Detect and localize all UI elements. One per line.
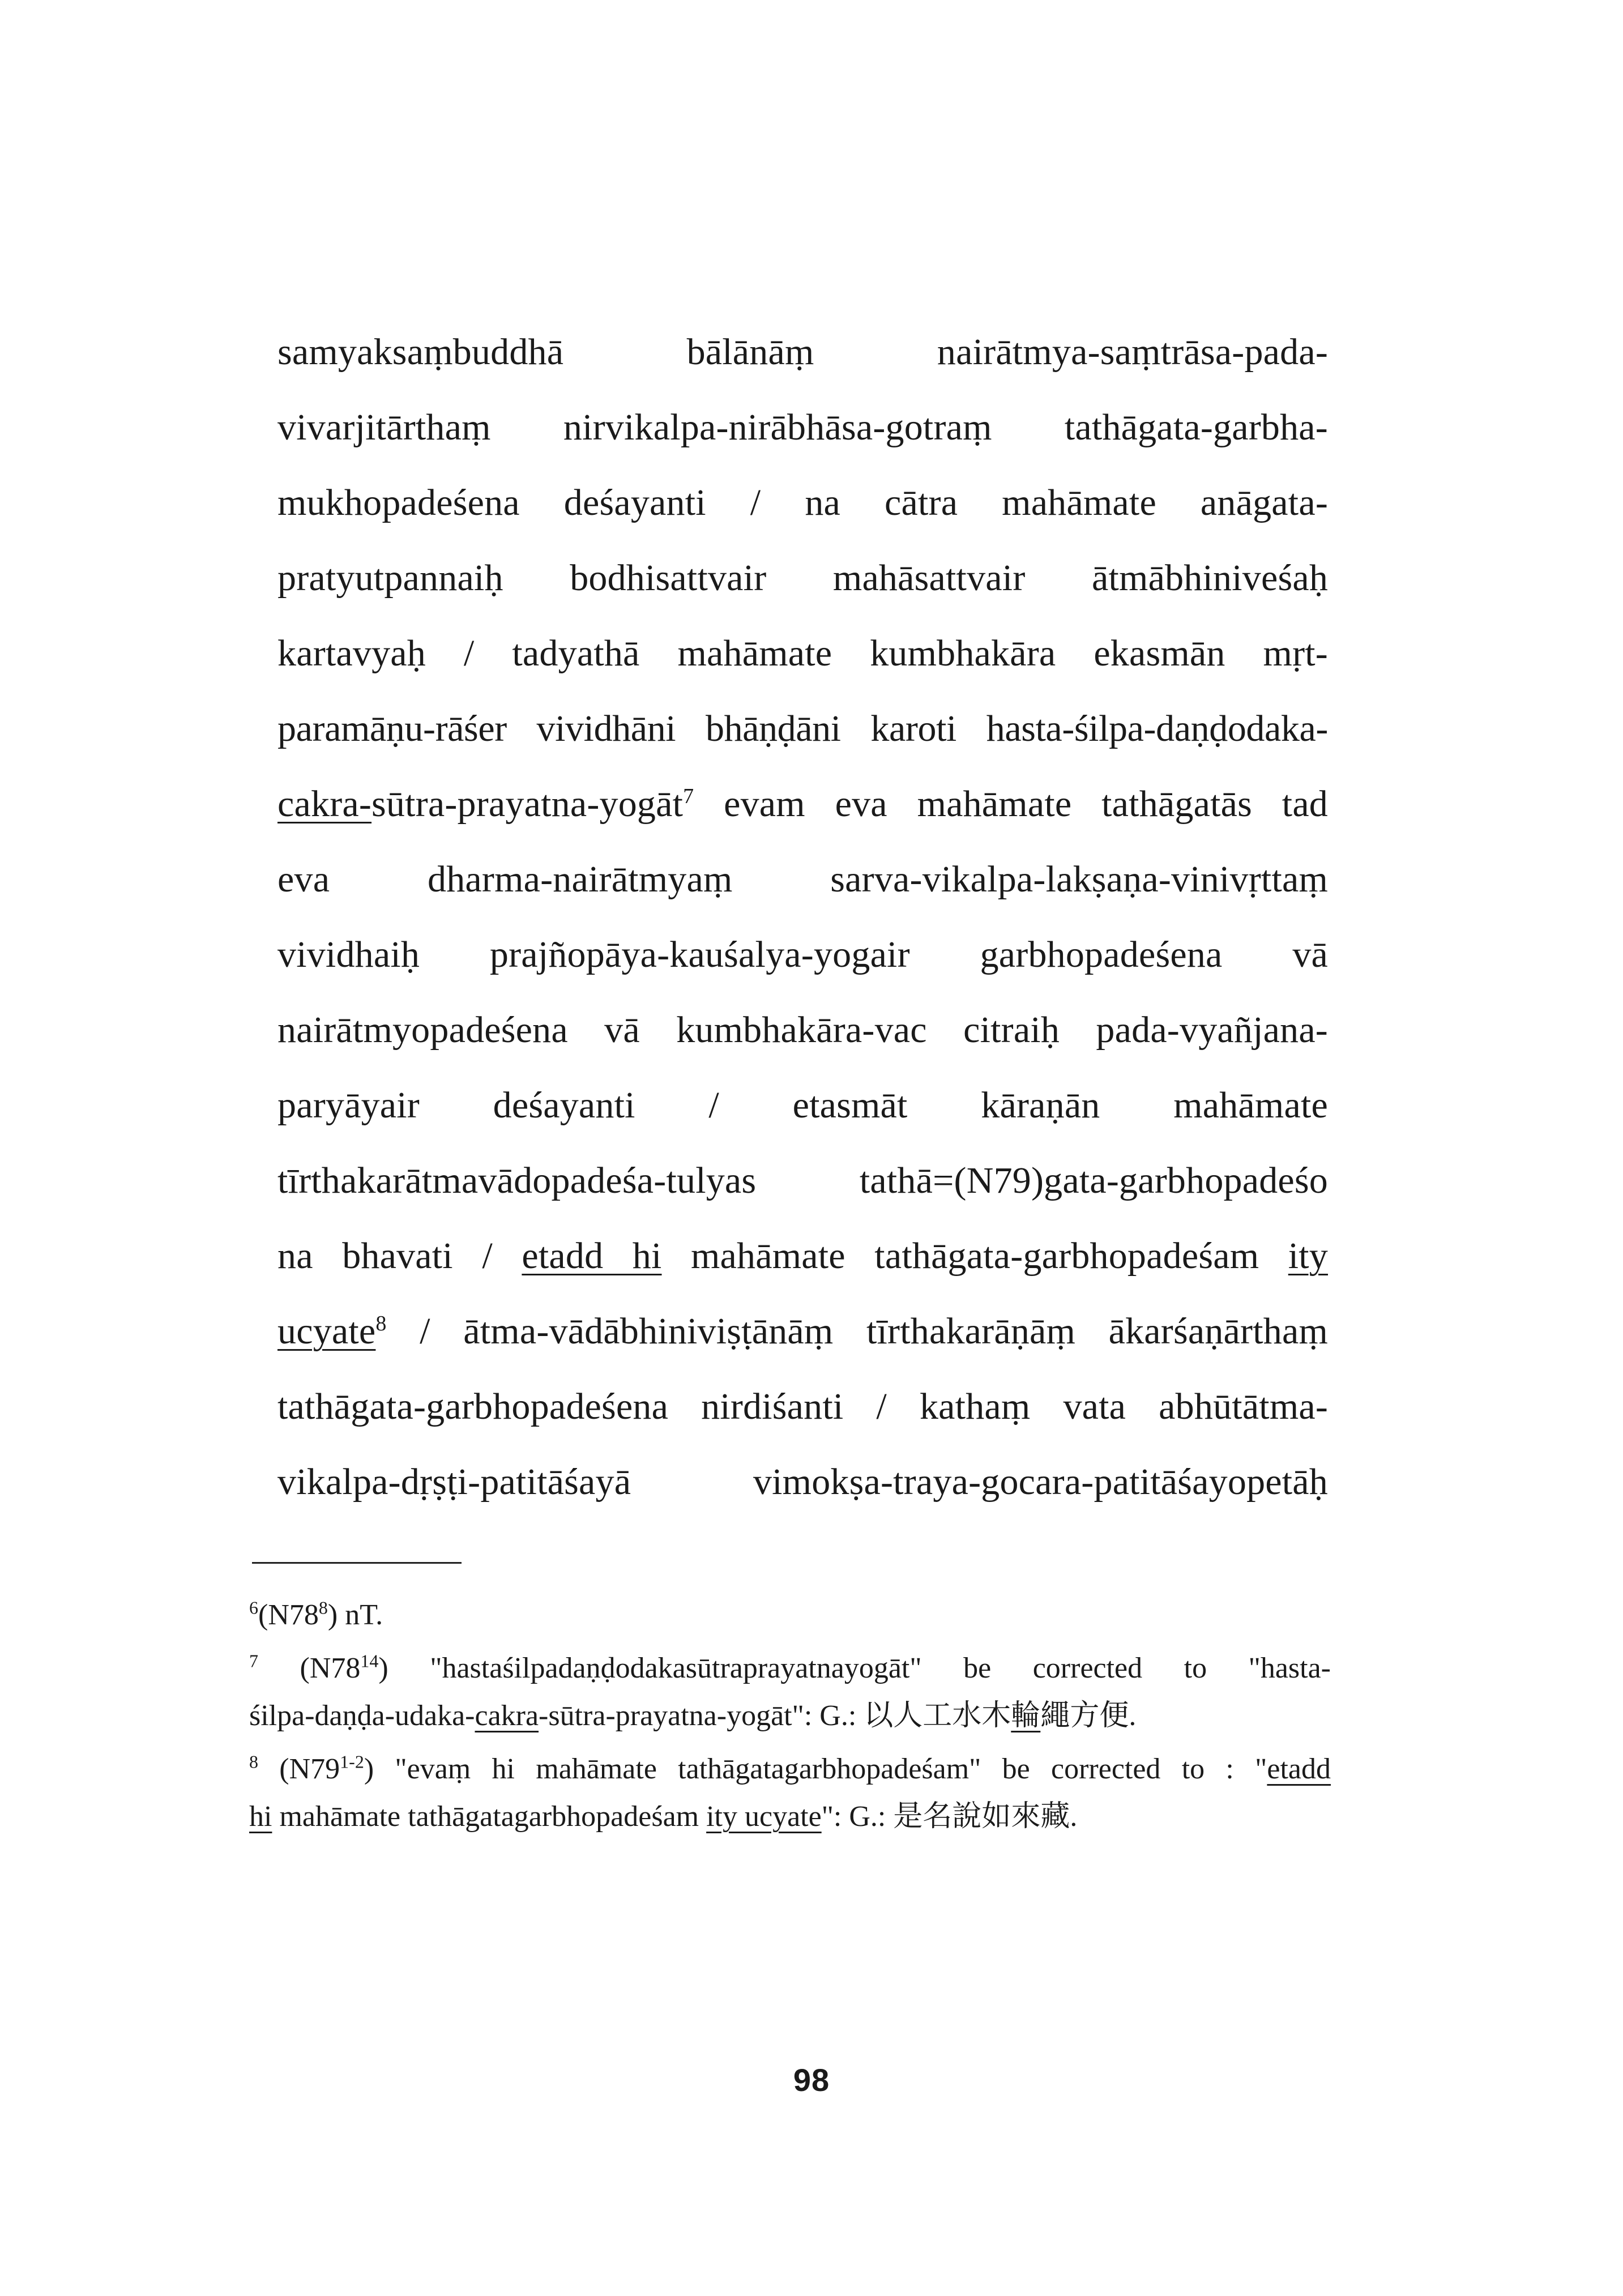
main-text xyxy=(277,314,1328,1520)
word: cātra xyxy=(884,482,958,523)
word: tathāgata-garbhopadeśam xyxy=(874,1235,1259,1277)
word: / xyxy=(876,1386,887,1427)
text-line xyxy=(277,390,1328,465)
word: kathaṃ xyxy=(919,1386,1031,1427)
word: etasmāt xyxy=(792,1085,908,1126)
footnote-text: ) "evaṃ hi mahāmate tathāgatagarbhopadeśam" be corrected to : " xyxy=(364,1753,1267,1785)
footnote-divider xyxy=(252,1562,462,1564)
word: vikalpa-dṛṣṭi-patitāśayā xyxy=(277,1461,631,1503)
footnote-ref-sup: 14 xyxy=(360,1650,379,1671)
word: bodhisattvair xyxy=(570,557,767,599)
word: mukhopadeśena xyxy=(277,482,520,523)
word: bālānāṃ xyxy=(686,331,814,373)
text-line xyxy=(277,465,1328,540)
word: vimokṣa-traya-gocara-patitāśayopetāḥ xyxy=(753,1461,1328,1503)
word: deśayanti xyxy=(563,482,706,523)
word: vivarjitārthaṃ xyxy=(277,407,491,448)
word: mahāmate xyxy=(677,633,832,674)
word: mahāmate xyxy=(917,783,1072,825)
word: nirvikalpa-nirābhāsa-gotraṃ xyxy=(563,407,992,448)
word: / xyxy=(482,1235,493,1277)
word: tadyathā xyxy=(512,633,640,674)
word: / xyxy=(463,633,475,674)
underlined-text: etadd xyxy=(1267,1753,1331,1785)
text-line xyxy=(277,616,1328,691)
underlined-text: cakra- xyxy=(277,783,372,825)
footnote-ref: (N78 xyxy=(258,1599,319,1631)
word: tad xyxy=(1282,783,1329,825)
page-number: 98 xyxy=(793,2062,830,2098)
word: mahāmate xyxy=(1002,482,1156,523)
footnote-text: ) nT. xyxy=(327,1599,383,1631)
word: vata xyxy=(1063,1386,1126,1427)
word: samyaksaṃbuddhā xyxy=(277,331,564,373)
word: pratyutpannaiḥ xyxy=(277,557,503,599)
underlined-text: ity ucyate xyxy=(706,1800,822,1833)
footnote-ref: 7 xyxy=(683,784,694,808)
word: ātmābhiniveśaḥ xyxy=(1092,557,1329,599)
underlined-text: ucyate xyxy=(277,1311,376,1352)
underlined-text: cakra xyxy=(475,1700,539,1732)
word: kumbhakāra xyxy=(870,633,1056,674)
word: tīrthakarātmavādopadeśa-tulyas xyxy=(277,1160,757,1201)
word: kartavyaḥ xyxy=(277,633,426,674)
word: / xyxy=(750,482,761,523)
footnote-ref: 8 xyxy=(375,1312,387,1335)
text-line xyxy=(277,842,1328,917)
footnote-text: 繩方便. xyxy=(1040,1700,1137,1732)
footnote-7 xyxy=(249,1645,1331,1740)
text-line xyxy=(277,1218,1328,1294)
word: nairātmya-saṃtrāsa-pada- xyxy=(937,331,1329,373)
word: mahāmate xyxy=(1173,1085,1328,1126)
underlined-text: etadd hi xyxy=(522,1235,662,1277)
text-line xyxy=(277,1369,1328,1444)
footnote-text: śilpa-daṇḍa-udaka- xyxy=(249,1700,475,1732)
word: evam xyxy=(724,783,805,825)
word xyxy=(277,1311,387,1352)
text-line xyxy=(277,1444,1328,1520)
text-line xyxy=(277,1294,1328,1369)
word: mṛt- xyxy=(1263,633,1328,674)
word xyxy=(277,783,694,825)
word: / ātma-vādābhiniviṣṭānāṃ tīrthakarāṇāṃ ākarśaṇārthaṃ xyxy=(420,1311,1328,1352)
footnote-6 xyxy=(249,1591,1331,1639)
text-line xyxy=(277,917,1328,992)
word: anāgata- xyxy=(1200,482,1329,523)
word: citraiḥ xyxy=(963,1009,1060,1051)
text-line xyxy=(277,992,1328,1068)
word: kāraṇān xyxy=(981,1085,1100,1126)
word: ekasmān xyxy=(1094,633,1225,674)
word: tathāgata-garbha- xyxy=(1064,407,1328,448)
footnote-text: -sūtra-prayatna-yogāt": G.: 以人工水木 xyxy=(539,1700,1011,1732)
footnote-text: ) "hastaśilpadaṇḍodakasūtraprayatnayogāt" be corrected to "hasta- xyxy=(378,1652,1331,1684)
word: dharma-nairātmyaṃ xyxy=(428,859,733,900)
word: paryāyair xyxy=(277,1085,420,1126)
text-line xyxy=(277,691,1328,766)
footnotes xyxy=(249,1591,1331,1846)
word: abhūtātma- xyxy=(1159,1386,1329,1427)
text-line xyxy=(277,540,1328,616)
word: nirdiśanti xyxy=(701,1386,844,1427)
word: prajñopāya-kauśalya-yogair xyxy=(489,934,910,975)
word: vā xyxy=(1292,934,1329,975)
footnote-ref: (N79 xyxy=(279,1753,340,1785)
footnote-ref-sup: 1-2 xyxy=(340,1751,364,1772)
word: sarva-vikalpa-lakṣaṇa-vinivṛttaṃ xyxy=(830,859,1329,900)
underlined-text: 輪 xyxy=(1011,1700,1041,1732)
footnote-text: mahāmate tathāgatagarbhopadeśam xyxy=(272,1800,707,1833)
word: eva xyxy=(277,859,330,900)
text-line xyxy=(277,766,1328,842)
word: vividhaiḥ xyxy=(277,934,420,975)
footnote-8 xyxy=(249,1746,1331,1841)
footnote-text: ": G.: 是名說如來藏. xyxy=(821,1800,1078,1833)
word: na xyxy=(805,482,841,523)
word: bhavati xyxy=(342,1235,453,1277)
footnote-ref-sup: 8 xyxy=(318,1597,328,1618)
word: tathāgatās xyxy=(1101,783,1253,825)
footnote-number: 7 xyxy=(249,1650,258,1671)
word: mahāsattvair xyxy=(832,557,1026,599)
text-line xyxy=(277,1068,1328,1143)
underlined-text: ity xyxy=(1288,1235,1329,1277)
word: tathā=(N79)gata-garbhopadeśo xyxy=(859,1160,1328,1201)
word: nairātmyopadeśena xyxy=(277,1009,568,1051)
word-part: sūtra-prayatna-yogāt xyxy=(371,783,684,825)
word: vā xyxy=(604,1009,640,1051)
word: mahāmate xyxy=(691,1235,845,1277)
word: eva xyxy=(835,783,887,825)
word: pada-vyañjana- xyxy=(1096,1009,1328,1051)
text-line xyxy=(277,314,1328,390)
word: na xyxy=(277,1235,313,1277)
word: kumbhakāra-vac xyxy=(676,1009,927,1051)
footnote-number: 8 xyxy=(249,1751,258,1772)
word: deśayanti xyxy=(493,1085,635,1126)
footnote-number: 6 xyxy=(249,1597,258,1618)
word: tathāgata-garbhopadeśena xyxy=(277,1386,669,1427)
underlined-text: hi xyxy=(249,1800,272,1833)
text-line xyxy=(277,1143,1328,1218)
word: paramāṇu-rāśer vividhāni bhāṇḍāni karoti hasta-śilpa-daṇḍodaka- xyxy=(277,708,1328,749)
footnote-ref: (N78 xyxy=(300,1652,361,1684)
word: garbhopadeśena xyxy=(980,934,1223,975)
word: / xyxy=(708,1085,719,1126)
